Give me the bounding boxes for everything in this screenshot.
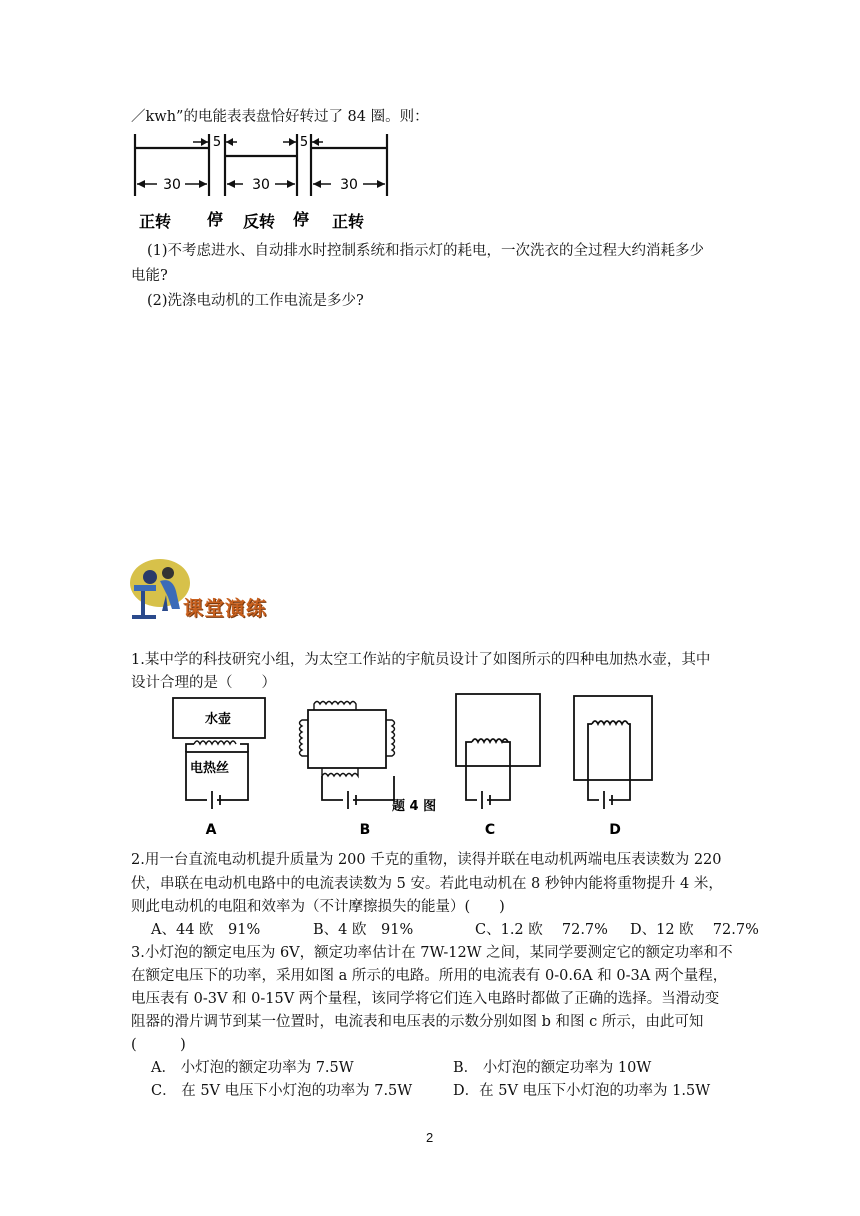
phase-label-4: 停 — [292, 210, 310, 229]
option-label-c: C — [484, 822, 496, 838]
option-label-d: D — [609, 822, 621, 838]
q3-line5: ( ) — [131, 1037, 186, 1053]
q3-line4: 阻器的滑片调节到某一位置时，电流表和电压表的示数分别如图 b 和图 c 所示，由此可知 — [131, 1014, 704, 1030]
heating-wire-label: 电热丝 — [190, 761, 230, 776]
q3-option-a: A． 小灯泡的额定功率为 7.5W — [151, 1060, 354, 1076]
q2-option-d: D、12 欧 72.7% — [630, 922, 759, 938]
q2-option-a: A、44 欧 91% — [151, 922, 261, 938]
intro-line: ／kwh”的电能表表盘恰好转过了 84 圈。则： — [131, 109, 429, 125]
gap-label-2: 5 — [299, 135, 309, 150]
section-title: 课堂演练 — [183, 596, 267, 620]
timing-diagram — [125, 128, 395, 238]
duration-label-3: 30 — [340, 177, 358, 193]
q2-line2: 伏，串联在电动机电路中的电流表读数为 5 安。若此电动机在 8 秒钟内能将重物提升 4 米， — [131, 876, 723, 892]
option-label-b: B — [359, 822, 371, 838]
q1-kettle-figures — [160, 690, 660, 840]
q2-option-b: B、4 欧 91% — [313, 922, 414, 938]
phase-label-2: 停 — [206, 210, 224, 229]
q3-option-d: D．在 5V 电压下小灯泡的功率为 1.5W — [453, 1083, 711, 1099]
figure-caption: 题 4 图 — [392, 799, 437, 814]
q2-option-c: C、1.2 欧 72.7% — [475, 922, 608, 938]
page-number: 2 — [426, 1130, 434, 1145]
duration-label-1: 30 — [163, 177, 181, 193]
q3-line3: 电压表有 0-3V 和 0-15V 两个量程，该同学将它们连入电路时都做了正确的选择。当滑动变 — [131, 991, 720, 1007]
question-part1-line1: (1)不考虑进水、自动排水时控制系统和指示灯的耗电，一次洗衣的全过程大约消耗多少 — [147, 243, 705, 259]
duration-label-2: 30 — [252, 177, 270, 193]
q2-line3: 则此电动机的电阻和效率为（不计摩擦损失的能量）( ) — [131, 899, 505, 915]
q3-option-b: B． 小灯泡的额定功率为 10W — [453, 1060, 652, 1076]
q1-line1: 1.某中学的科技研究小组，为太空工作站的宇航员设计了如图所示的四种电加热水壶，其中 — [131, 652, 711, 668]
q1-line2: 设计合理的是（ ） — [131, 675, 276, 691]
q3-line1: 3.小灯泡的额定电压为 6V，额定功率估计在 7W-12W 之间，某同学要测定它的额定功率和不 — [131, 945, 733, 961]
gap-label-1: 5 — [212, 135, 222, 150]
question-part1-line2: 电能? — [131, 268, 168, 284]
phase-label-1: 正转 — [138, 212, 172, 231]
phase-label-5: 正转 — [331, 212, 365, 231]
phase-label-3: 反转 — [242, 212, 276, 231]
q3-line2: 在额定电压下的功率，采用如图 a 所示的电路。所用的电流表有 0-0.6A 和 0-3A 两个量程， — [131, 968, 728, 984]
option-label-a: A — [205, 822, 217, 838]
q2-line1: 2.用一台直流电动机提升质量为 200 千克的重物，读得并联在电动机两端电压表读数为 220 — [131, 852, 722, 868]
q3-option-c: C． 在 5V 电压下小灯泡的功率为 7.5W — [151, 1083, 413, 1099]
question-part2: (2)洗涤电动机的工作电流是多少? — [147, 293, 364, 309]
kettle-label: 水壶 — [205, 712, 232, 727]
